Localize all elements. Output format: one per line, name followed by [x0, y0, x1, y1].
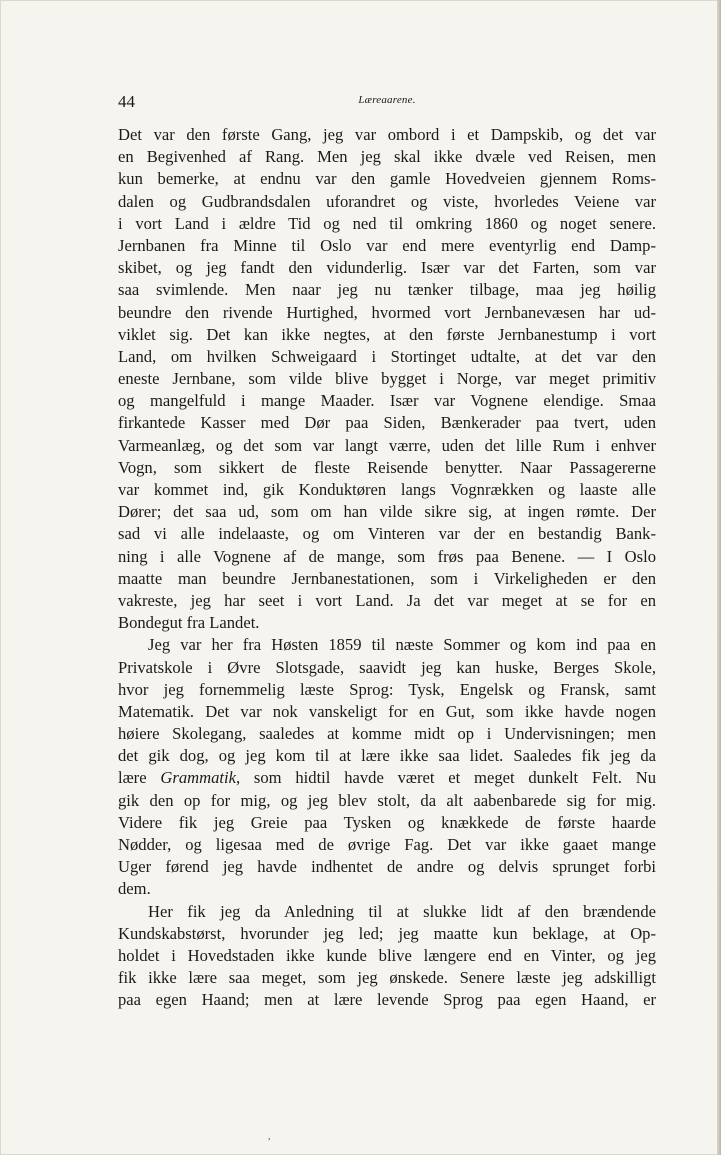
text-line: saa svimlende. Men naar jeg nu tænker tilbage, maa jeg høilig	[118, 280, 656, 300]
body-text	[118, 124, 656, 1012]
text-line: Kundskabstørst, hvorunder jeg led; jeg maatte kun beklage, at Op-	[118, 923, 656, 943]
text-line: Bondegut fra Landet.	[118, 613, 260, 633]
text-line: ning i alle Vognene af de mange, som frøs paa Benene. — I Oslo	[118, 546, 656, 566]
text-line: paa egen Haand; men at lære levende Sprog paa egen Haand, er	[118, 990, 656, 1010]
text-line: Her fik jeg da Anledning til at slukke lidt af den brændende	[148, 901, 656, 921]
text-line: firkantede Kasser med Dør paa Siden, Bænkerader paa tvert, uden	[118, 413, 656, 433]
text-line: gik den op for mig, og jeg blev stolt, da alt aabenbarede sig for mig.	[118, 790, 656, 810]
text-line: Varmeanlæg, og det som var langt værre, uden det lille Rum i enhver	[118, 435, 656, 455]
text-line: fik ikke lære saa meget, som jeg ønskede. Senere læste jeg adskilligt	[118, 968, 656, 988]
text-line: var kommet ind, gik Konduktøren langs Vognrækken og laaste alle	[118, 480, 656, 499]
text-line: Jernbanen fra Minne til Oslo var end mere eventyrlig end Damp-	[118, 235, 656, 255]
text-line: skibet, og jeg fandt den vidunderlig. Især var det Farten, som var	[118, 258, 656, 278]
text-line: Land, om hvilken Schweigaard i Stortinget udtalte, at det var den	[118, 346, 656, 366]
text-line: Nødder, og ligesaa med de øvrige Fag. Det var ikke gaaet mange	[118, 835, 656, 854]
text-line: maatte man beundre Jernbanestationen, som i Virkeligheden er den	[118, 568, 656, 588]
footer-mark: ,	[268, 1131, 271, 1142]
text-line: Det var den første Gang, jeg var ombord i et Dampskib, og det var	[118, 125, 656, 144]
text-line: og mangelfuld i mange Maader. Især var Vognene elendige. Smaa	[118, 391, 656, 411]
text-line: beundre den rivende Hurtighed, hvormed vort Jernbanevæsen har ud-	[118, 302, 656, 322]
text-line: viklet sig. Det kan ikke negtes, at den første Jernbanestump i vort	[118, 324, 656, 344]
text-line: Matematik. Det var nok vanskeligt for en Gut, som ikke havde nogen	[118, 701, 656, 721]
text-line: en Begivenhed af Rang. Men jeg skal ikke dvæle ved Reisen, men	[118, 147, 656, 167]
text-line: holdet i Hovedstaden ikke kunde blive længere end en Vinter, og jeg	[118, 945, 656, 965]
text-line: Vogn, som sikkert de fleste Reisende benytter. Naar Passagererne	[118, 457, 656, 477]
text-line	[118, 767, 656, 789]
text-line: sad vi alle indelaaste, og om Vinteren var der en bestandig Bank-	[118, 524, 656, 544]
emphasis-word: Grammatik	[160, 768, 236, 788]
running-title: Læreaarene.	[358, 94, 416, 106]
page-number: 44	[118, 92, 135, 111]
page-header	[118, 92, 656, 114]
page-edge	[717, 0, 721, 1155]
text-line: høiere Skolegang, saaledes at komme midt op i Undervisningen; men	[118, 724, 656, 744]
text-line: i vort Land i ældre Tid og ned til omkring 1860 og noget senere.	[118, 213, 656, 233]
text-fragment: lære	[118, 768, 161, 788]
text-line: Videre fik jeg Greie paa Tysken og knækkede de første haarde	[118, 812, 656, 832]
text-line: vakreste, jeg har seet i vort Land. Ja det var meget at se for en	[118, 590, 656, 610]
text-line: det gik dog, og jeg kom til at lære ikke saa lidet. Saaledes fik jeg da	[118, 746, 656, 766]
text-line: eneste Jernbane, som vilde blive bygget i Norge, var meget primitiv	[118, 369, 656, 389]
text-line: dalen og Gudbrandsdalen uforandret og viste, hvorledes Veiene var	[118, 191, 656, 211]
text-line: kun bemerke, at endnu var den gamle Hovedveien gjennem Roms-	[118, 169, 656, 189]
text-fragment: , som hidtil havde været et meget dunkelt Felt. Nu	[235, 768, 656, 788]
text-line: hvor jeg fornemmelig læste Sprog: Tysk, Engelsk og Fransk, samt	[118, 679, 656, 699]
text-line: Privatskole i Øvre Slotsgade, saavidt jeg kan huske, Berges Skole,	[118, 657, 656, 677]
text-line: Uger førend jeg havde indhentet de andre og delvis sprunget forbi	[118, 857, 656, 877]
text-line: Dører; det saa ud, som om han vilde sikre sig, at ingen rømte. Der	[118, 502, 656, 522]
text-line: dem.	[118, 879, 151, 899]
text-line: Jeg var her fra Høsten 1859 til næste Sommer og kom ind paa en	[148, 635, 656, 655]
